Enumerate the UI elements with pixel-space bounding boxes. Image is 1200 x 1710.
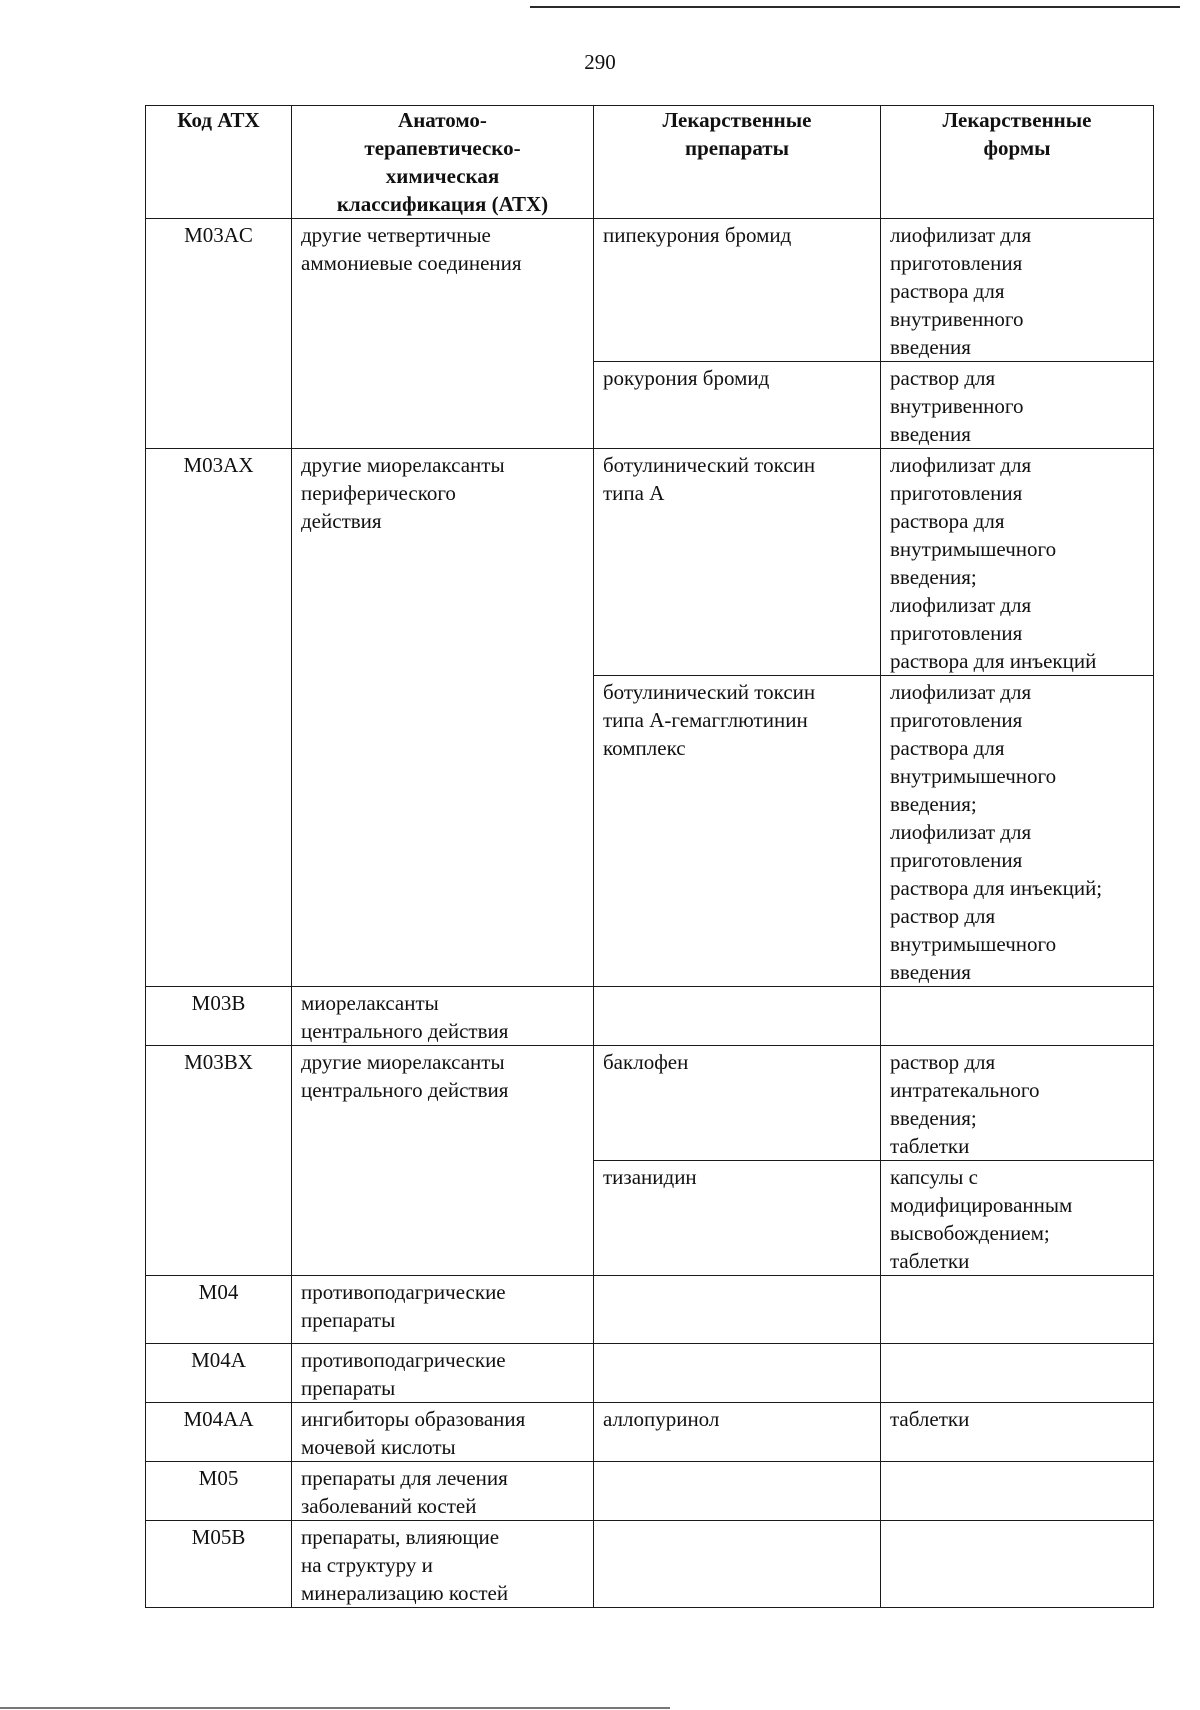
- text-line: интратекального: [890, 1078, 1040, 1102]
- text-line: аммониевые соединения: [301, 251, 522, 275]
- table-row: [146, 1521, 1154, 1608]
- text-line: баклофен: [603, 1050, 689, 1074]
- text-line: раствора для: [890, 279, 1005, 303]
- table-row: [146, 1403, 1154, 1462]
- table-row: [146, 219, 1154, 362]
- atx-code-cell: M04A: [146, 1344, 292, 1403]
- text-line: введения: [890, 422, 971, 446]
- text-line: центрального действия: [301, 1019, 509, 1043]
- text-line: таблетки: [890, 1249, 970, 1273]
- text-line: раствор для: [890, 366, 996, 390]
- text-line: мочевой кислоты: [301, 1435, 456, 1459]
- atx-code-cell: M03BX: [146, 1046, 292, 1276]
- text-line: лиофилизат для: [890, 593, 1032, 617]
- text-line: раствор для: [890, 904, 996, 928]
- text-line: рокурония бромид: [603, 366, 770, 390]
- atx-table: [145, 105, 1154, 1608]
- text-line: заболеваний костей: [301, 1494, 477, 1518]
- text-line: приготовления: [890, 848, 1023, 872]
- atx-code-cell: M05B: [146, 1521, 292, 1608]
- text-line: лиофилизат для: [890, 820, 1032, 844]
- text-line: внутримышечного: [890, 537, 1057, 561]
- text-line: лиофилизат для: [890, 223, 1032, 247]
- classification-cell: [292, 1521, 594, 1608]
- dosage-forms-cell: [881, 362, 1154, 449]
- text-line: ботулинический токсин: [603, 453, 816, 477]
- text-line: таблетки: [890, 1134, 970, 1158]
- text-line: Лекарственные: [942, 108, 1092, 132]
- header-classification: [292, 106, 594, 219]
- atx-code-cell: M03B: [146, 987, 292, 1046]
- atx-code-cell: M04: [146, 1276, 292, 1344]
- text-line: действия: [301, 509, 382, 533]
- text-line: противоподагрические: [301, 1348, 506, 1372]
- text-line: типа А: [603, 481, 665, 505]
- text-line: пипекурония бромид: [603, 223, 792, 247]
- dosage-forms-cell: [881, 1046, 1154, 1161]
- classification-cell: [292, 1403, 594, 1462]
- table-row: [146, 1046, 1154, 1161]
- text-line: раствора для инъекций;: [890, 876, 1103, 900]
- text-line: другие миорелаксанты: [301, 453, 505, 477]
- dosage-forms-cell: [881, 1462, 1154, 1521]
- dosage-forms-cell: [881, 1344, 1154, 1403]
- classification-cell: [292, 1344, 594, 1403]
- text-line: введения;: [890, 792, 977, 816]
- classification-cell: [292, 1276, 594, 1344]
- text-line: раствора для: [890, 509, 1005, 533]
- text-line: другие миорелаксанты: [301, 1050, 505, 1074]
- text-line: Анатомо-: [398, 108, 487, 132]
- text-line: лиофилизат для: [890, 680, 1032, 704]
- dosage-forms-cell: [881, 449, 1154, 676]
- drug-name-cell: [594, 1462, 881, 1521]
- text-line: приготовления: [890, 621, 1023, 645]
- table-header: [146, 106, 1154, 219]
- dosage-forms-cell: [881, 1276, 1154, 1344]
- text-line: внутривенного: [890, 394, 1024, 418]
- text-line: таблетки: [890, 1407, 970, 1431]
- bottom-rule: [0, 1707, 670, 1709]
- text-line: введения: [890, 335, 971, 359]
- table-row: [146, 987, 1154, 1046]
- text-line: тизанидин: [603, 1165, 697, 1189]
- drug-name-cell: [594, 1276, 881, 1344]
- drug-name-cell: [594, 1344, 881, 1403]
- drug-name-cell: [594, 1046, 881, 1161]
- atx-code-cell: M05: [146, 1462, 292, 1521]
- table-body: [146, 219, 1154, 1608]
- table-row: [146, 1462, 1154, 1521]
- text-line: миорелаксанты: [301, 991, 439, 1015]
- classification-cell: [292, 1462, 594, 1521]
- text-line: раствор для: [890, 1050, 996, 1074]
- text-line: препараты: [301, 1376, 396, 1400]
- text-line: типа А-гемагглютинин: [603, 708, 808, 732]
- text-line: минерализацию костей: [301, 1581, 509, 1605]
- text-line: формы: [983, 136, 1051, 160]
- table-row: [146, 1344, 1154, 1403]
- text-line: препараты: [684, 136, 790, 160]
- text-line: классификация (АТХ): [336, 192, 549, 216]
- text-line: химическая: [385, 164, 500, 188]
- text-line: раствора для инъекций: [890, 649, 1097, 673]
- text-line: приготовления: [890, 481, 1023, 505]
- text-line: другие четвертичные: [301, 223, 491, 247]
- text-line: терапевтическо-: [364, 136, 521, 160]
- text-line: внутримышечного: [890, 932, 1057, 956]
- classification-cell: [292, 1046, 594, 1276]
- drug-name-cell: [594, 449, 881, 676]
- text-line: приготовления: [890, 251, 1023, 275]
- drug-name-cell: [594, 219, 881, 362]
- text-line: модифицированным: [890, 1193, 1073, 1217]
- atx-code-cell: M03AC: [146, 219, 292, 449]
- top-rule: [530, 6, 1180, 8]
- drug-name-cell: [594, 1521, 881, 1608]
- text-line: препараты: [301, 1308, 396, 1332]
- text-line: на структуру и: [301, 1553, 433, 1577]
- text-line: введения;: [890, 565, 977, 589]
- dosage-forms-cell: [881, 987, 1154, 1046]
- page-number: 290: [584, 50, 616, 74]
- text-line: раствора для: [890, 736, 1005, 760]
- text-line: внутримышечного: [890, 764, 1057, 788]
- header-row: [146, 106, 1154, 219]
- header-code: [146, 106, 292, 219]
- header-drugs: [594, 106, 881, 219]
- text-line: Код АТХ: [177, 108, 260, 132]
- table-row: [146, 449, 1154, 676]
- text-line: высвобождением;: [890, 1221, 1050, 1245]
- text-line: препараты, влияющие: [301, 1525, 500, 1549]
- drug-name-cell: [594, 676, 881, 987]
- text-line: Лекарственные: [662, 108, 812, 132]
- drug-name-cell: [594, 1403, 881, 1462]
- text-line: капсулы с: [890, 1165, 978, 1189]
- drug-name-cell: [594, 987, 881, 1046]
- text-line: аллопуринол: [603, 1407, 720, 1431]
- text-line: противоподагрические: [301, 1280, 506, 1304]
- classification-cell: [292, 987, 594, 1046]
- text-line: ботулинический токсин: [603, 680, 816, 704]
- classification-cell: [292, 219, 594, 449]
- dosage-forms-cell: [881, 1161, 1154, 1276]
- drug-name-cell: [594, 362, 881, 449]
- text-line: препараты для лечения: [301, 1466, 508, 1490]
- text-line: комплекс: [603, 736, 686, 760]
- table-row: [146, 1276, 1154, 1344]
- text-line: введения;: [890, 1106, 977, 1130]
- text-line: лиофилизат для: [890, 453, 1032, 477]
- dosage-forms-cell: [881, 1521, 1154, 1608]
- dosage-forms-cell: [881, 219, 1154, 362]
- atx-code-cell: M04AA: [146, 1403, 292, 1462]
- text-line: ингибиторы образования: [301, 1407, 526, 1431]
- drug-name-cell: [594, 1161, 881, 1276]
- classification-cell: [292, 449, 594, 987]
- header-forms: [881, 106, 1154, 219]
- text-line: периферического: [301, 481, 456, 505]
- text-line: центрального действия: [301, 1078, 509, 1102]
- text-line: приготовления: [890, 708, 1023, 732]
- text-line: внутривенного: [890, 307, 1024, 331]
- dosage-forms-cell: [881, 676, 1154, 987]
- atx-code-cell: M03AX: [146, 449, 292, 987]
- text-line: введения: [890, 960, 971, 984]
- dosage-forms-cell: [881, 1403, 1154, 1462]
